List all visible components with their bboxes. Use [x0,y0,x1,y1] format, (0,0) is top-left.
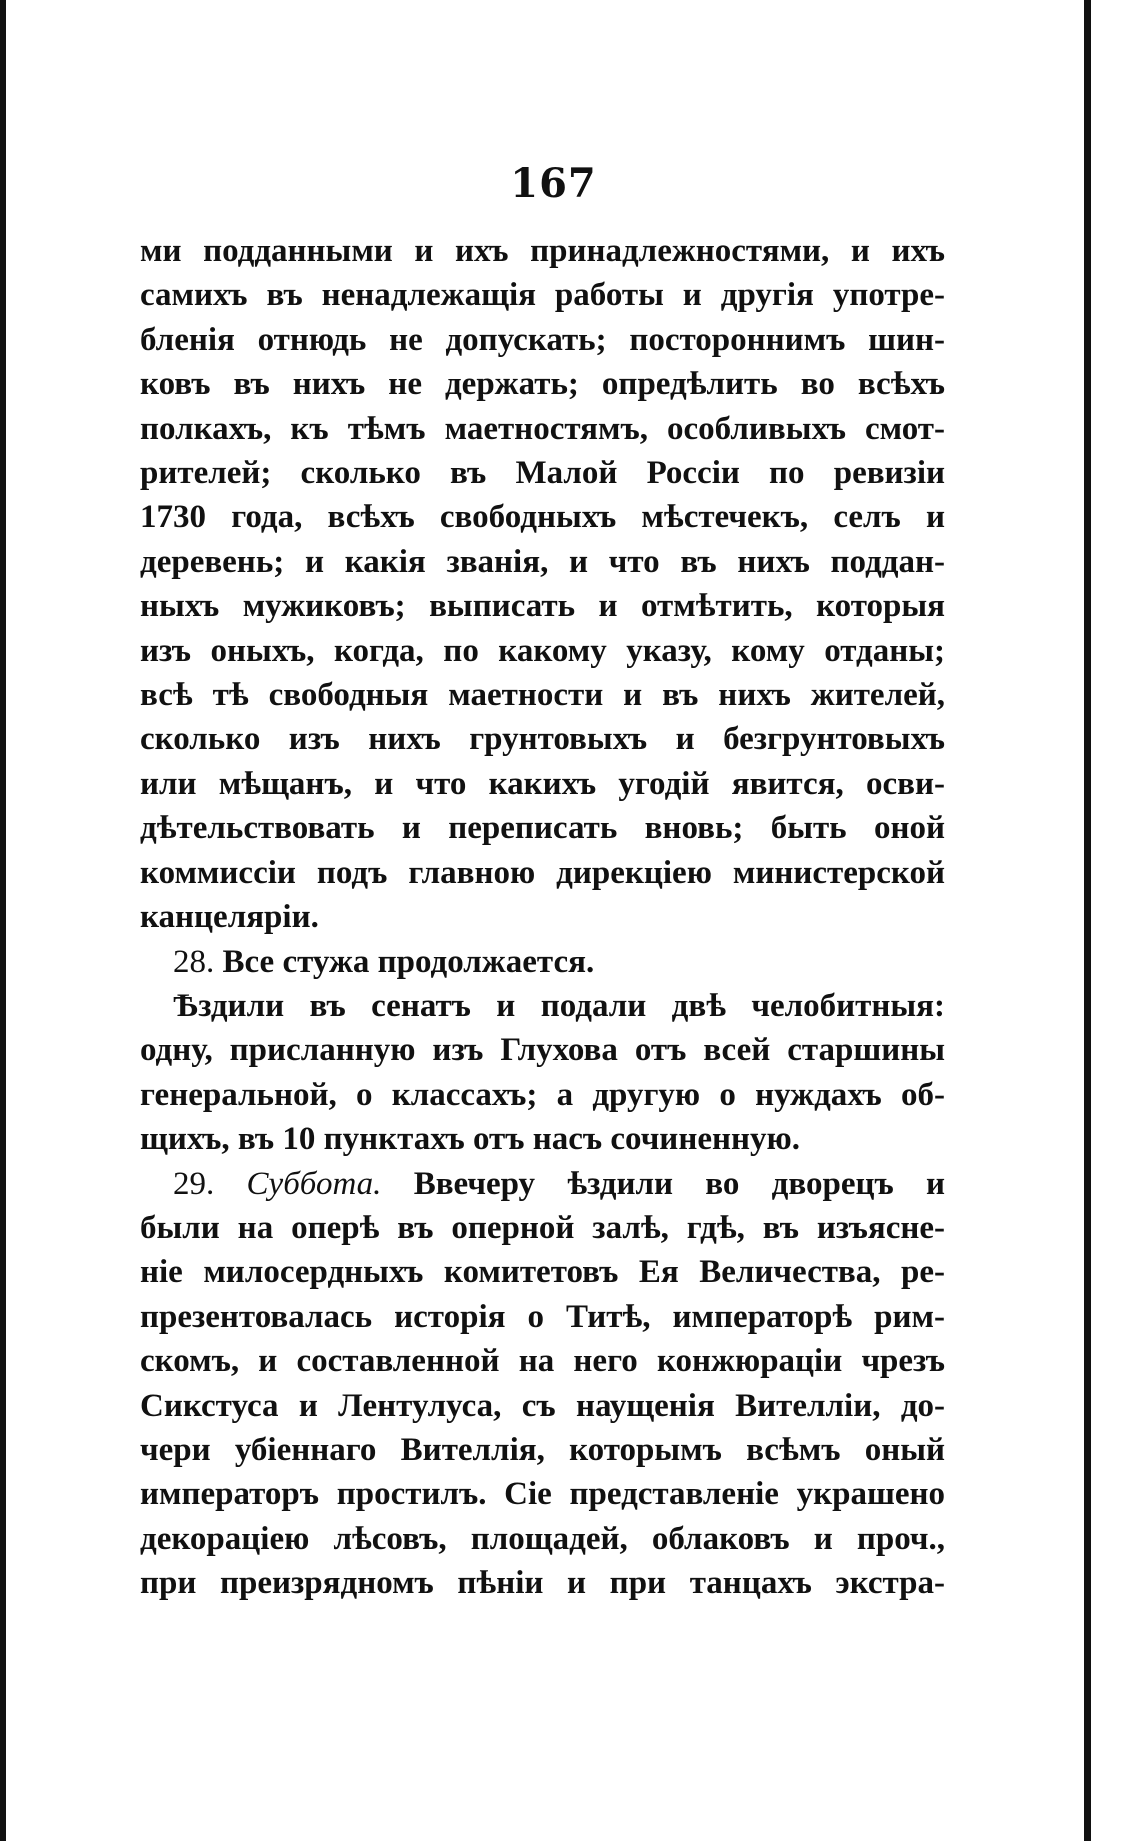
text-line: канцеляріи. [140,899,319,936]
text-line: скомъ, и составленной на него конжюраціи чрезъ [140,1343,945,1380]
page-number: 167 [510,160,597,207]
page-edge-right [1084,0,1091,1841]
day-number: 28. [173,943,215,980]
text-line: ныхъ мужиковъ; выписать и отмѣтить, которыя [140,588,945,625]
text-line: деревень; и какія званія, и что въ нихъ поддан- [140,543,945,580]
text-line: самихъ въ ненадлежащія работы и другія употре- [140,277,945,314]
page-edge-left [0,0,6,1841]
day-number: 29. [173,1165,215,1202]
diary-entry-28 [140,940,945,984]
text-line: Все стужа продолжается. [222,943,595,980]
text-line: генеральной, о классахъ; а другую о нуждахъ об- [140,1076,945,1113]
text-line: или мѣщанъ, и что какихъ угодій явится, осви- [140,765,945,802]
text-line: Сикстуса и Лентулуса, съ наущенія Вителліи, до- [140,1387,945,1424]
text-line: ніе милосердныхъ комитетовъ Ея Величества, ре- [140,1254,945,1291]
text-line: были на оперѣ въ оперной залѣ, гдѣ, въ изъясне- [140,1209,945,1246]
text-line: рителей; сколько въ Малой Россіи по ревизіи [140,455,945,492]
diary-entry-29 [140,1162,945,1206]
text-line: презентовалась исторія о Титѣ, императорѣ рим- [140,1298,945,1335]
text-line: декораціею лѣсовъ, площадей, облаковъ и проч., [140,1520,945,1557]
text-line: при преизрядномъ пѣніи и при танцахъ экстра- [140,1565,945,1602]
text-line: коммиссіи подъ главною дирекціею министерской [140,854,945,891]
text-line: бленія отнюдь не допускать; постороннимъ шин- [140,321,945,358]
text-line: изъ оныхъ, когда, по какому указу, кому отданы; [140,632,945,669]
text-line: Ѣздили въ сенатъ и подали двѣ челобитныя: [173,987,945,1024]
text-line: дѣтельствовать и переписать вновь; быть оной [140,810,945,847]
text-line: Ввечеру ѣздили во дворецъ и [413,1165,946,1202]
day-name: Суббота. [246,1165,382,1202]
text-line: чери убіеннаго Вителлія, которымъ всѣмъ оный [140,1431,945,1468]
text-line: 1730 года, всѣхъ свободныхъ мѣстечекъ, селъ и [140,499,945,536]
text-line: сколько изъ нихъ грунтовыхъ и безгрунтовыхъ [140,721,945,758]
text-line: одну, присланную изъ Глухова отъ всей старшины [140,1032,945,1069]
text-line: всѣ тѣ свободныя маетности и въ нихъ жителей, [140,677,945,714]
page-text [140,229,945,1606]
text-line: щихъ, въ 10 пунктахъ отъ насъ сочиненную. [140,1121,800,1158]
text-line: ми подданными и ихъ принадлежностями, и ихъ [140,233,945,269]
text-line: ковъ въ нихъ не держать; опредѣлить во всѣхъ [140,366,945,403]
text-line: императоръ простилъ. Сіе представленіе украшено [140,1476,945,1513]
text-line: полкахъ, къ тѣмъ маетностямъ, особливыхъ смот- [140,410,945,447]
